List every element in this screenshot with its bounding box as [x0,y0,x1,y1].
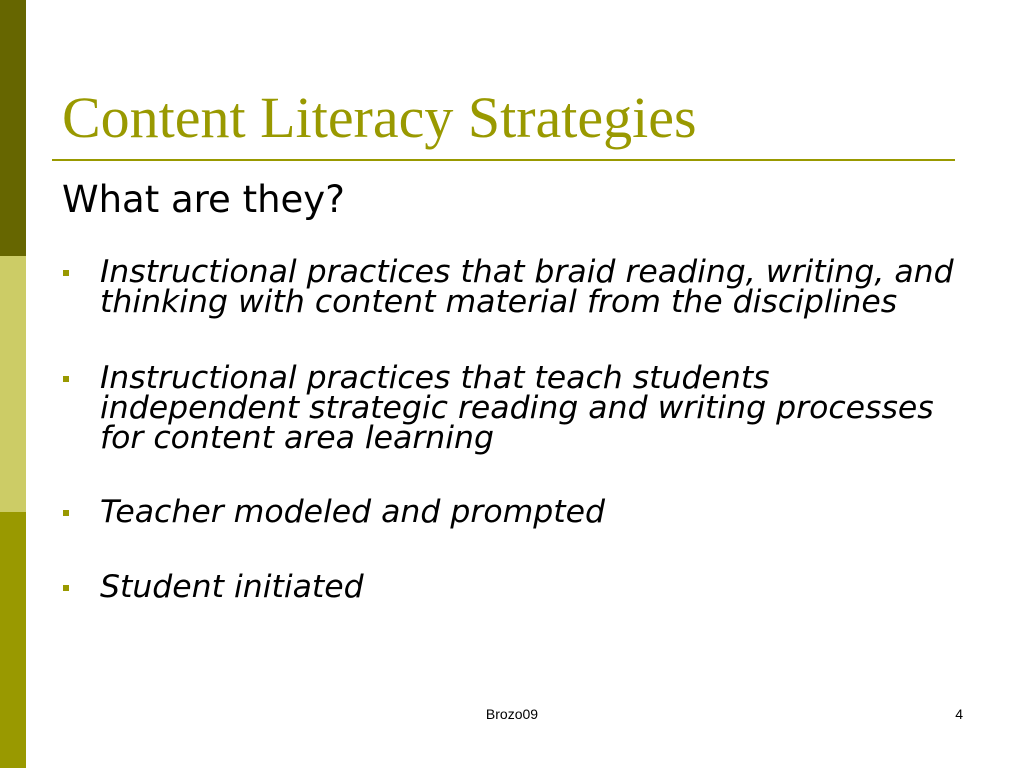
bullet-line: Teacher modeled and prompted [100,494,606,530]
bullet-line: for content area learning [100,420,494,456]
bullet-text [100,494,606,530]
footer-text: Brozo09 [485,706,539,722]
bullet-line: Instructional practices that teach students [100,360,770,396]
side-bar-middle-segment [0,256,26,512]
bullet-text [100,569,364,605]
bullet-line: thinking with content material from the disciplines [100,284,898,320]
square-bullet-icon [63,270,69,276]
square-bullet-icon [63,376,69,382]
slide-number: 4 [955,706,963,722]
square-bullet-icon [63,510,69,516]
bullet-line: Instructional practices that braid reading, writing, and [100,254,954,290]
bullet-line: Student initiated [100,569,364,605]
slide-title: Content Literacy Strategies [62,85,697,150]
bullet-line: independent strategic reading and writing processes [100,390,934,426]
title-divider [52,159,955,161]
bullet-text [100,254,954,320]
side-bar-bottom-segment [0,512,26,768]
side-bar-top-segment [0,0,26,256]
bullet-text [100,360,934,456]
square-bullet-icon [63,585,69,591]
slide-heading: What are they? [62,178,345,221]
side-color-bar [0,0,26,768]
